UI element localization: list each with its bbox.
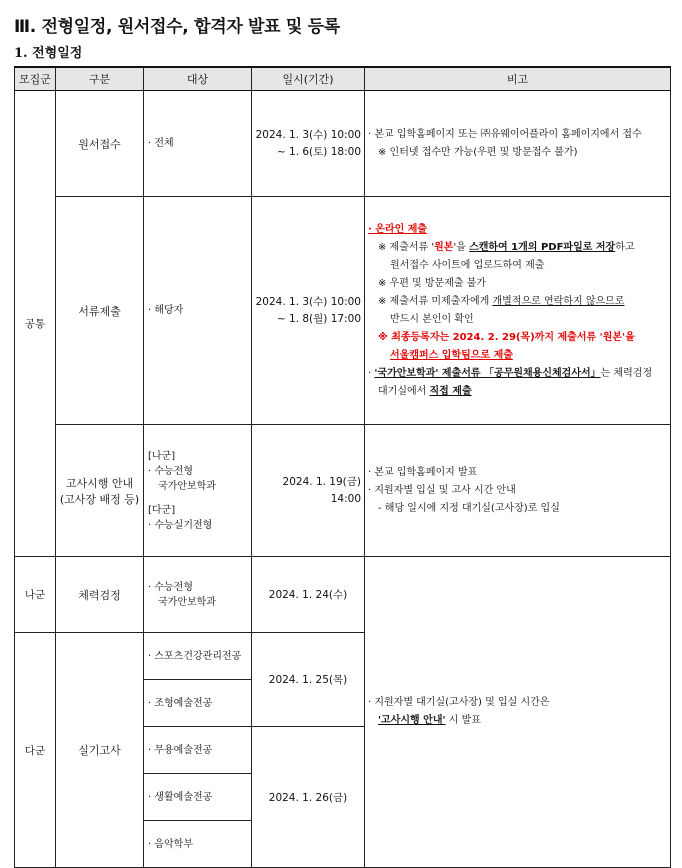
notes-shared — [365, 557, 671, 868]
target-practical: · 조형예술전공 — [144, 680, 252, 727]
target-documents: · 해당자 — [144, 197, 252, 425]
note-underline: 개별적으로 연락하지 않으므로 — [492, 295, 625, 307]
note-line: · 본교 입학홈페이지 또는 ㈜유웨이어플라이 홈페이지에서 접수 — [368, 128, 642, 140]
note-highlight: 원본 — [434, 241, 454, 253]
note-line: - 해당 일시에 지정 대기실(고사장)로 입실 — [378, 502, 560, 514]
note-line — [368, 239, 667, 257]
table-row — [15, 91, 671, 197]
category-application: 원서접수 — [56, 91, 144, 197]
target-line: [다군] — [148, 504, 176, 516]
group-common: 공통 — [15, 91, 56, 557]
target-physical — [144, 557, 252, 633]
note-text: 대기실에서 — [378, 385, 430, 397]
date-application — [252, 91, 365, 197]
notes-exam-guide — [365, 425, 671, 557]
target-application: · 전체 — [144, 91, 252, 197]
header-notes: 비고 — [365, 67, 671, 91]
notes-documents — [365, 197, 671, 425]
notes-application — [365, 91, 671, 197]
note-text: 하고 — [615, 241, 635, 253]
category-exam-guide — [56, 425, 144, 557]
note-final: ※ 최종등록자는 2024. 2. 29(목)까지 제출서류 '원본'을 — [378, 331, 635, 343]
section-subtitle: 1. 전형일정 — [14, 46, 83, 61]
date-documents — [252, 197, 365, 425]
target-practical: · 생활예술전공 — [144, 774, 252, 821]
target-line: 국가안보학과 — [158, 596, 216, 608]
group-da: 다군 — [15, 633, 56, 868]
header-target: 대상 — [144, 67, 252, 91]
note-line — [368, 365, 667, 383]
note-final: 서울캠퍼스 입학팀으로 제출 — [390, 349, 513, 361]
table-row — [15, 425, 671, 557]
note-text: 시 발표 — [445, 715, 481, 726]
target-line: [나군] — [148, 450, 176, 462]
date-practical-1: 2024. 1. 25(목) — [252, 633, 365, 727]
target-practical: · 음악학부 — [144, 821, 252, 868]
date-line: ~ 1. 8(월) 17:00 — [276, 312, 361, 325]
target-line: 국가안보학과 — [158, 480, 216, 492]
target-exam-guide — [144, 425, 252, 557]
category-documents: 서류제출 — [56, 197, 144, 425]
note-text: ※ 제출서류 미제출자에게 — [378, 295, 493, 307]
note-line — [368, 383, 667, 401]
note-underline: 스캔하여 1개의 PDF파일로 저장 — [469, 241, 616, 253]
header-group: 모집군 — [15, 67, 56, 91]
date-line: ~ 1. 6(토) 18:00 — [276, 145, 361, 158]
note-online: · 온라인 제출 — [368, 223, 428, 235]
target-line: · 수능전형 — [148, 465, 193, 477]
note-text: · — [368, 367, 375, 379]
note-text: ※ 제출서류 ' — [378, 241, 435, 253]
date-physical: 2024. 1. 24(수) — [252, 557, 365, 633]
note-line: · 지원자별 입실 및 고사 시간 안내 — [368, 484, 516, 496]
page-title: Ⅲ. 전형일정, 원서접수, 합격자 발표 및 등록 — [14, 17, 340, 37]
category-line: 고사시행 안내 — [65, 476, 134, 490]
note-underline: '고사시행 안내' — [378, 715, 446, 726]
note-line: 반드시 본인이 확인 — [390, 313, 474, 325]
group-na: 나군 — [15, 557, 56, 633]
category-practical: 실기고사 — [56, 633, 144, 868]
note-line: · 지원자별 대기실(고사장) 및 입실 시간은 — [368, 697, 550, 708]
schedule-table — [14, 66, 671, 868]
date-line: 2024. 1. 3(수) 10:00 — [255, 128, 361, 141]
table-row — [15, 557, 671, 633]
date-line: 2024. 1. 3(수) 10:00 — [255, 295, 361, 308]
note-text: 는 체력검정 — [600, 367, 653, 379]
note-underline: '국가안보학과' 제출서류 「공무원채용신체검사서」 — [374, 367, 601, 379]
target-practical: · 스포츠건강관리전공 — [144, 633, 252, 680]
category-physical: 체력검정 — [56, 557, 144, 633]
date-practical-2: 2024. 1. 26(금) — [252, 727, 365, 868]
target-line: · 수능실기전형 — [148, 519, 213, 531]
note-line — [368, 712, 667, 730]
note-line: ※ 인터넷 접수만 가능(우편 및 방문접수 불가) — [378, 146, 578, 158]
note-line — [368, 293, 667, 311]
note-line: 원서접수 사이트에 업로드하여 제출 — [390, 259, 545, 271]
note-line: ※ 우편 및 방문제출 불가 — [378, 277, 487, 289]
table-header-row — [15, 67, 671, 91]
date-exam-guide: 2024. 1. 19(금) 14:00 — [252, 425, 365, 557]
target-line: · 수능전형 — [148, 581, 193, 593]
header-date: 일시(기간) — [252, 67, 365, 91]
category-line: (고사장 배정 등) — [59, 492, 140, 506]
header-category: 구분 — [56, 67, 144, 91]
note-underline: 직접 제출 — [429, 385, 472, 397]
target-practical: · 무용예술전공 — [144, 727, 252, 774]
note-line: · 본교 입학홈페이지 발표 — [368, 466, 478, 478]
note-text: '을 — [453, 241, 470, 253]
table-row — [15, 197, 671, 425]
